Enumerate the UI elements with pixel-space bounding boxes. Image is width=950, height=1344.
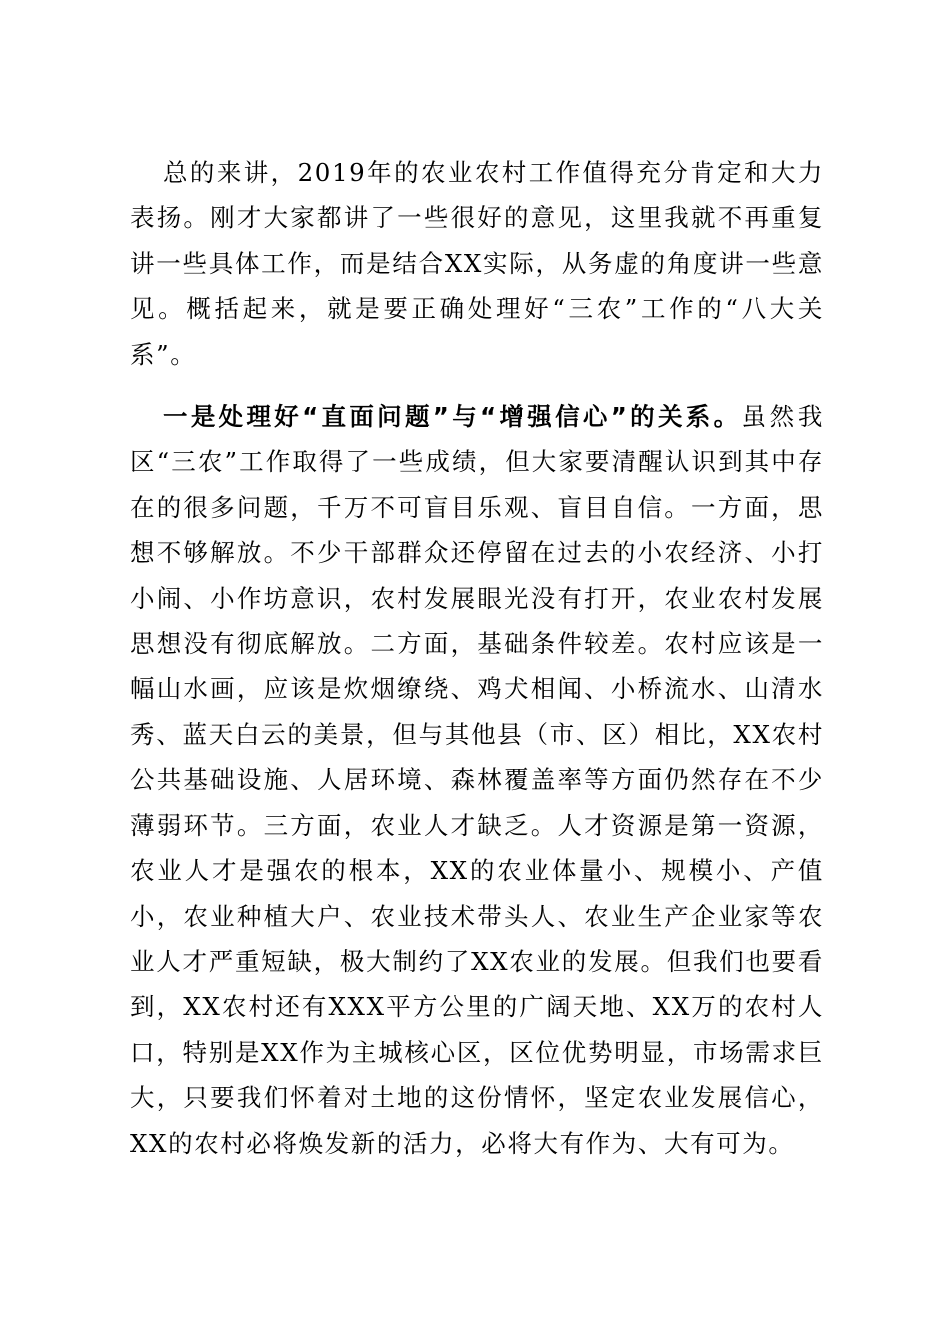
paragraph-body: 虽然我区“三农”工作取得了一些成绩，但大家要清醒认识到其中存在的很多问题，千万不可盲目乐观、盲目自信。一方面，思想不够解放。不少干部群众还停留在过去的小农经济、小打小闹、小作坊意识，农村发展眼光没有打开，农业农村发展思想没有彻底解放。二方面，基础条件较差。农村应该是一幅山水画，应该是炊烟缭绕、鸡犬相闻、小桥流水、山清水秀、蓝天白云的美景，但与其他县（市、区）相比，XX农村公共基础设施、人居环境、森林覆盖率等方面仍然存在不少薄弱环节。三方面，农业人才缺乏。人才资源是第一资源，农业人才是强农的根本，XX的农业体量小、规模小、产值小，农业种植大户、农业技术带头人、农业生产企业家等农业人才严重短缺，极大制约了XX农业的发展。但我们也要看到，XX农村还有XXX平方公里的广阔天地、XX万的农村人口，特别是XX作为主城核心区，区位优势明显，市场需求巨大，只要我们怀着对土地的这份情怀，坚定农业发展信心，XX的农村必将焕发新的活力，必将大有作为、大有可为。 [130, 402, 824, 1158]
paragraph-heading: 一是处理好“直面问题”与“增强信心”的关系。 [163, 402, 742, 432]
paragraph-relationship-one [130, 394, 824, 1166]
document-page [130, 150, 824, 1166]
paragraph-summary: 总的来讲，2019年的农业农村工作值得充分肯定和大力表扬。刚才大家都讲了一些很好的意见，这里我就不再重复讲一些具体工作，而是结合XX实际，从务虚的角度讲一些意见。概括起来，就是要正确处理好“三农”工作的“八大关系”。 [130, 158, 824, 369]
